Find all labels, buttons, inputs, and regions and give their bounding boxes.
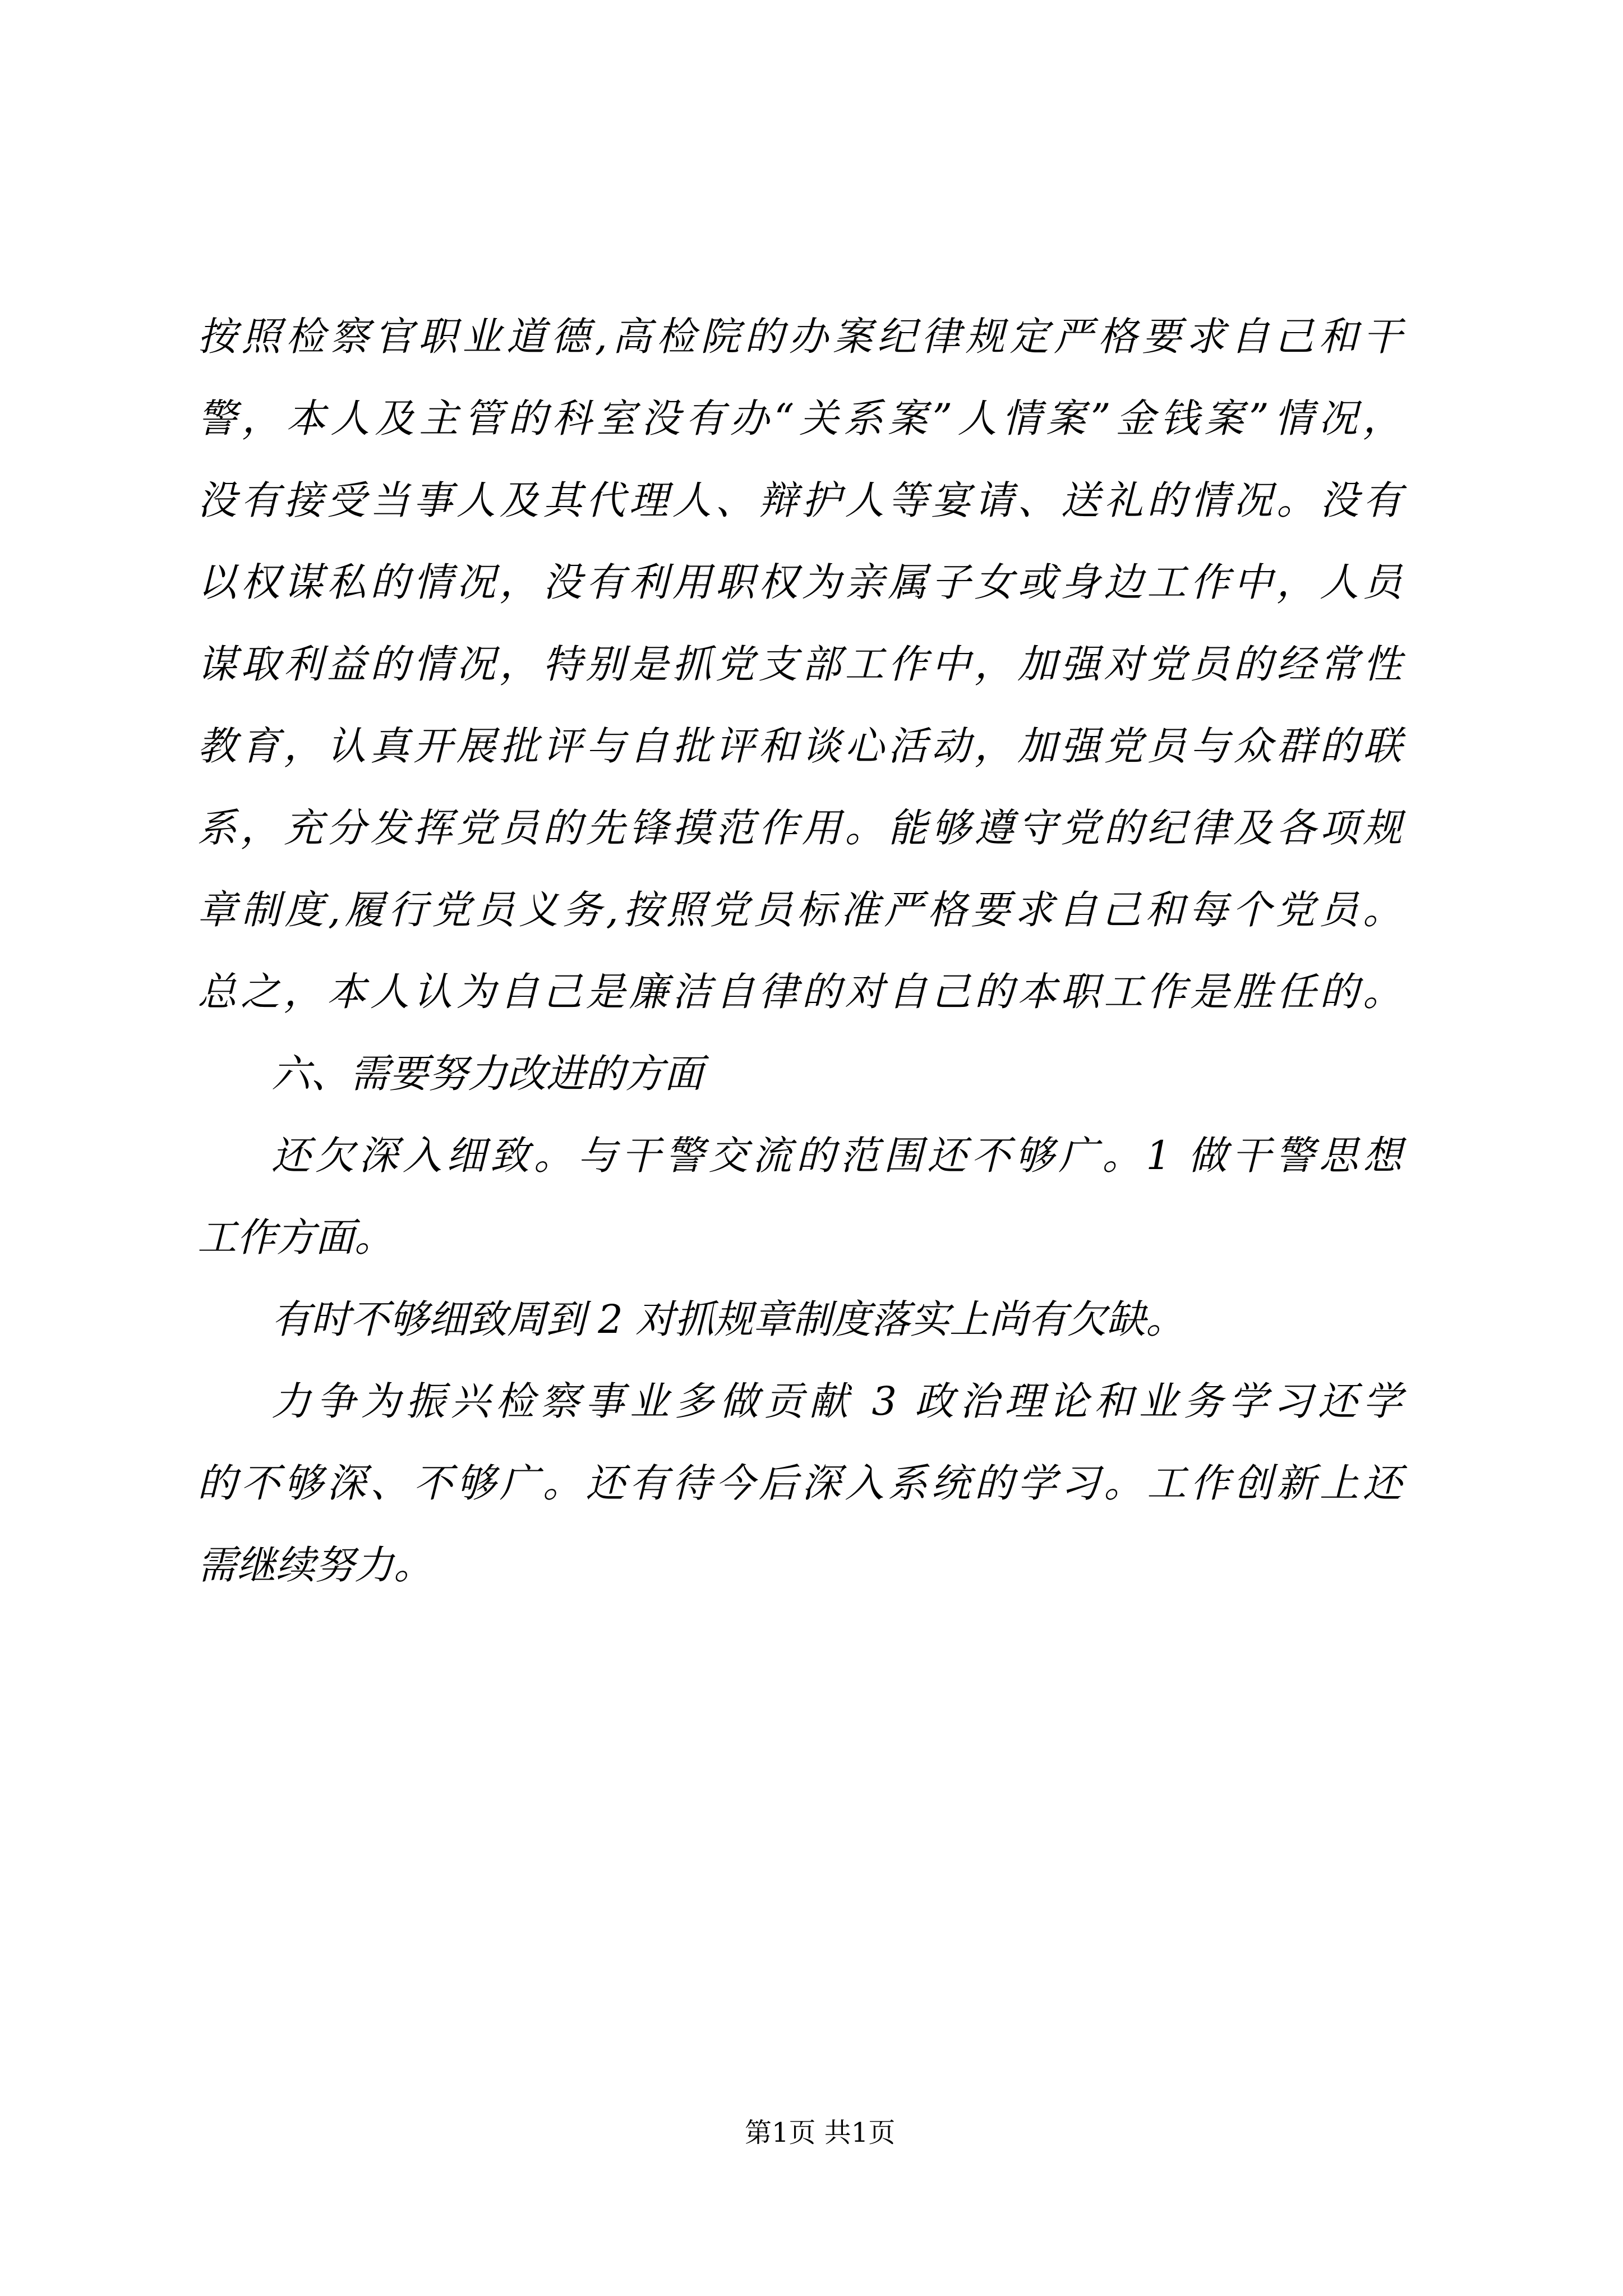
text-line: 工作方面。 (197, 1214, 394, 1260)
text-line: 按照检察官职业道德,高检院的办案纪律规定严格要求自己和干 (197, 314, 1402, 360)
page-number-footer: 第1页 共1页 (745, 2117, 896, 2148)
text-line: 总之，本人认为自己是廉洁自律的对自己的本职工作是胜任的。 (197, 969, 1402, 1015)
text-line: 谋取利益的情况，特别是抓党支部工作中，加强对党员的经常性 (197, 641, 1402, 687)
text-line: 需继续努力。 (197, 1542, 433, 1588)
text-line: 还欠深入细致。与干警交流的范围还不够广。1 做干警思想 (271, 1133, 1402, 1179)
text-line: 系，充分发挥党员的先锋摸范作用。能够遵守党的纪律及各项规 (197, 805, 1402, 851)
text-line: 没有接受当事人及其代理人、辩护人等宴请、送礼的情况。没有 (197, 477, 1402, 523)
text-line: 的不够深、不够广。还有待今后深入系统的学习。工作创新上还 (197, 1460, 1402, 1506)
text-line: 有时不够细致周到 2 对抓规章制度落实上尚有欠缺。 (271, 1296, 1186, 1342)
text-line: 章制度,履行党员义务,按照党员标准严格要求自己和每个党员。 (197, 887, 1402, 933)
document-body (197, 296, 1402, 1606)
text-line: 以权谋私的情况，没有利用职权为亲属子女或身边工作中，人员 (197, 559, 1402, 605)
text-line: 警，本人及主管的科室没有办“关系案”人情案”金钱案”情况， (197, 395, 1402, 441)
text-line: 力争为振兴检察事业多做贡献 3 政治理论和业务学习还学 (271, 1378, 1402, 1424)
section-heading: 六、需要努力改进的方面 (271, 1051, 703, 1097)
text-line: 教育，认真开展批评与自批评和谈心活动，加强党员与众群的联 (197, 723, 1402, 769)
